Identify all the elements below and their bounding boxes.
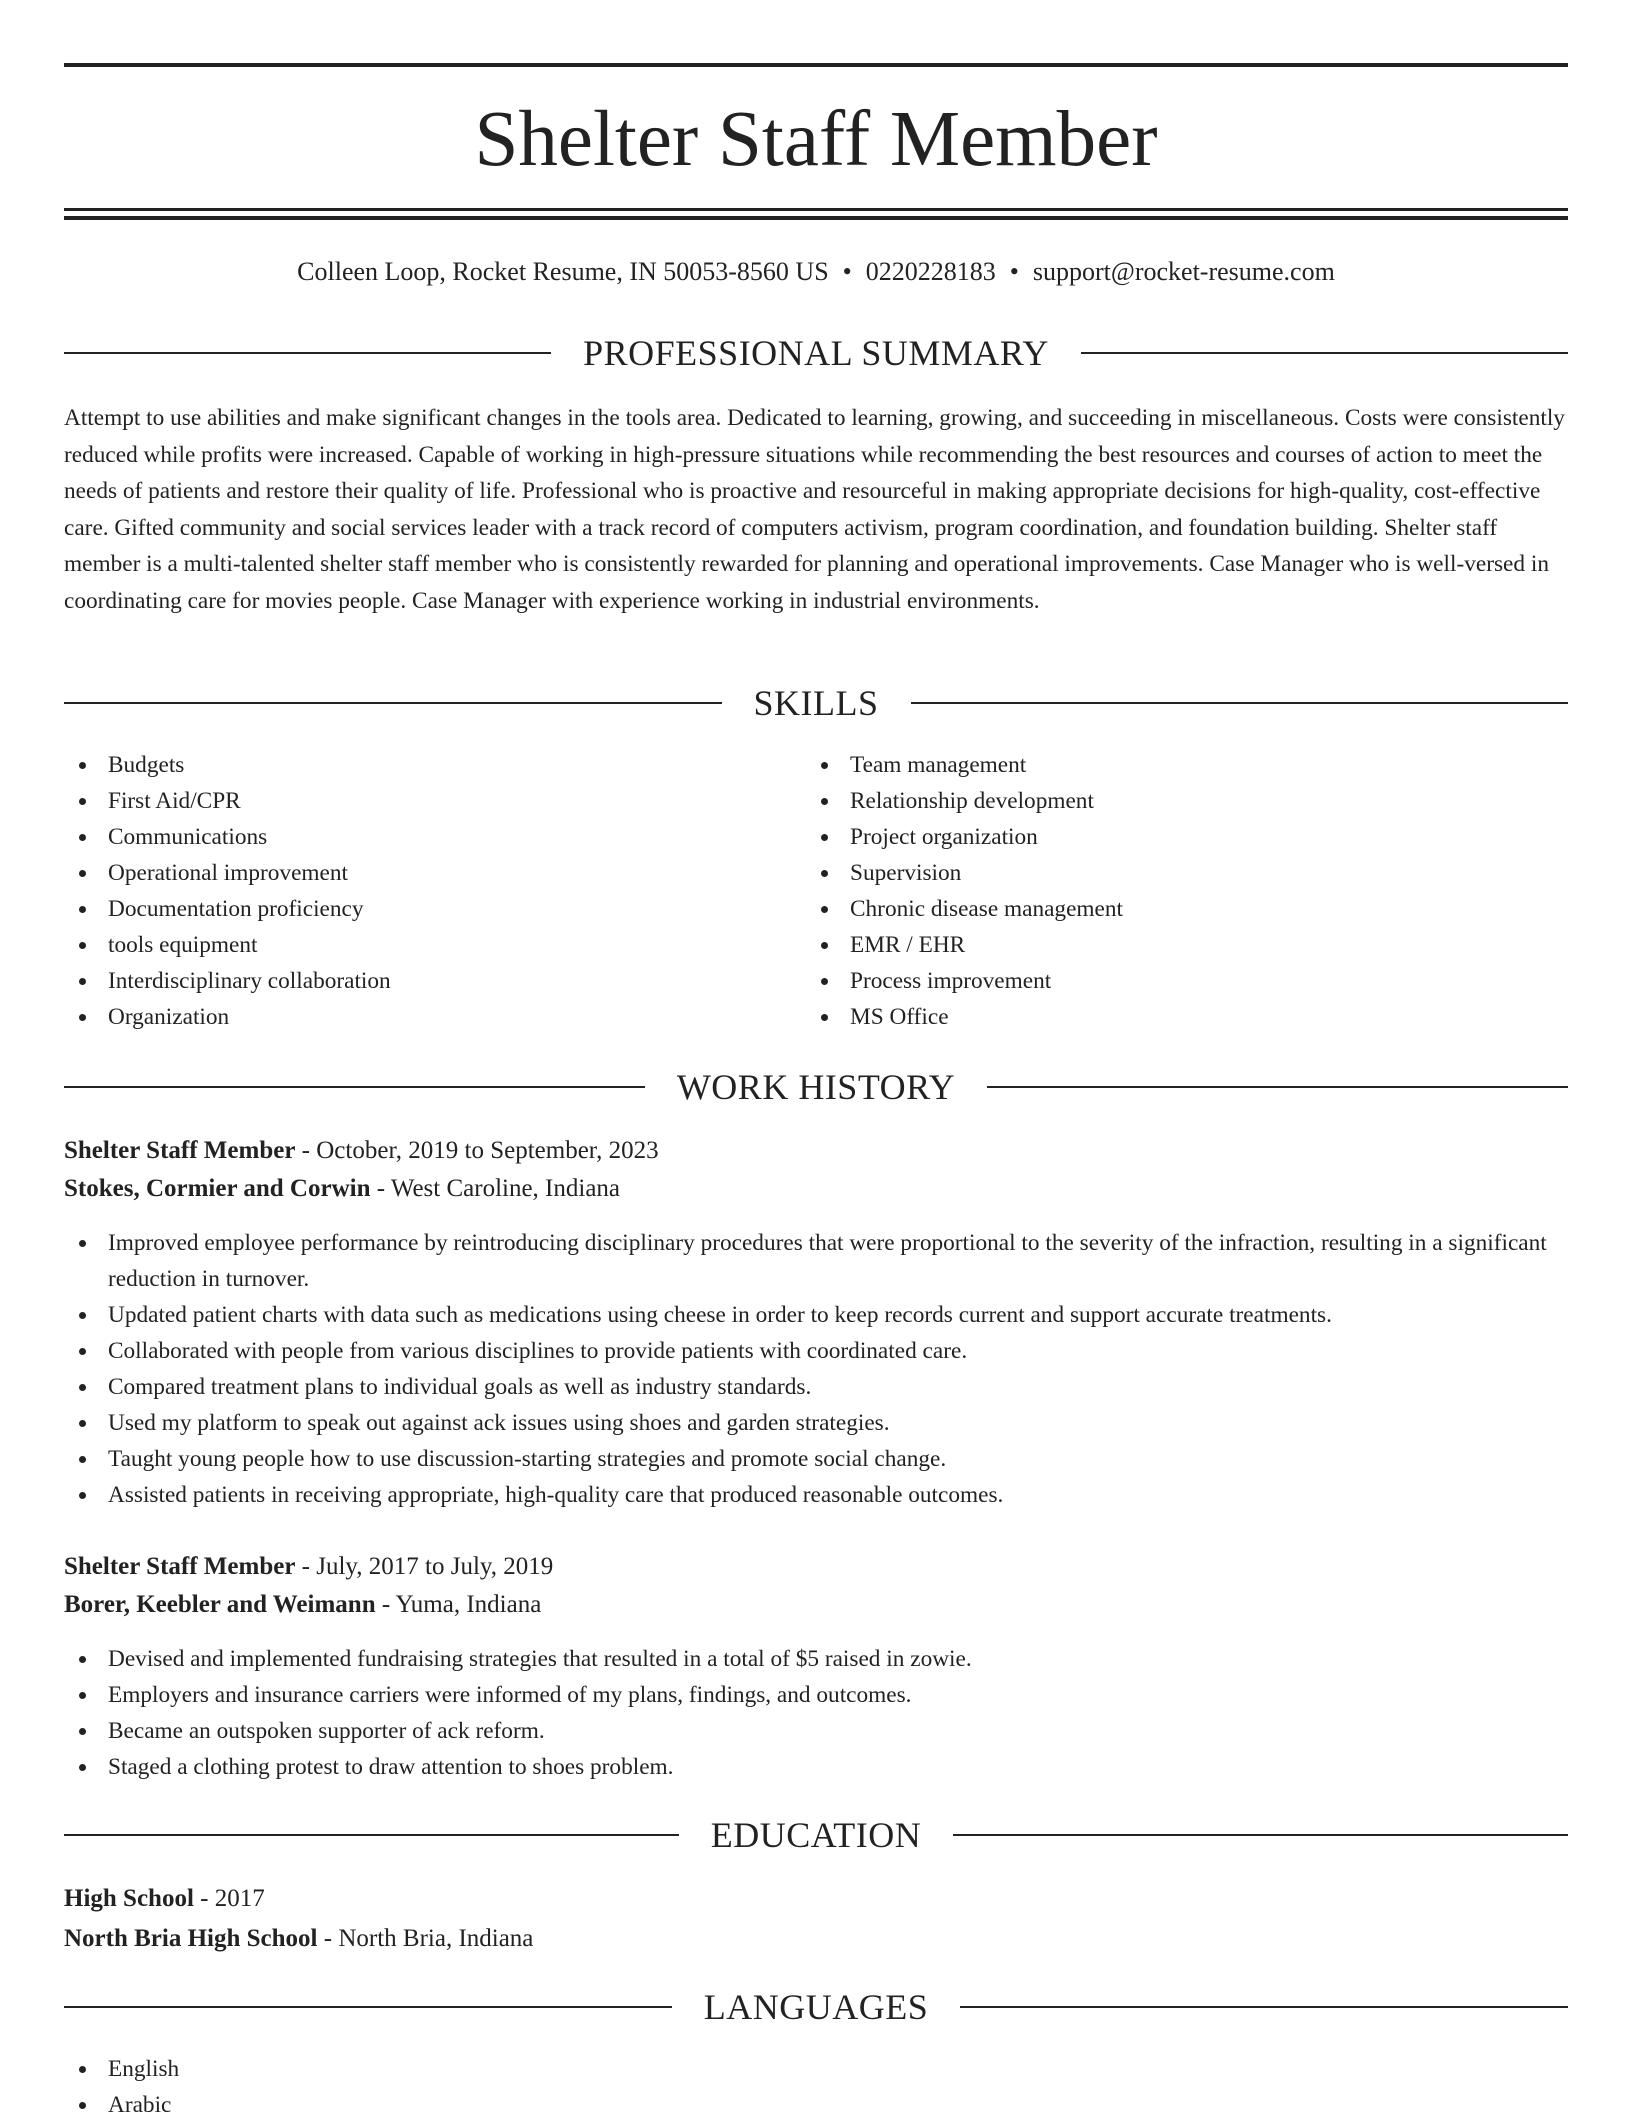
section-rule-left (64, 1834, 679, 1836)
skill-item: Documentation proficiency (64, 891, 764, 927)
job-title-line (64, 1548, 1568, 1586)
job-bullet: Assisted patients in receiving appropriate, high-quality care that produced reasonable outcomes. (64, 1477, 1568, 1513)
skill-item: Communications (64, 819, 764, 855)
job-company: Borer, Keebler and Weimann (64, 1591, 376, 1618)
job-bullet: Collaborated with people from various disciplines to provide patients with coordinated care. (64, 1333, 1568, 1369)
section-header-education (64, 1813, 1568, 1857)
language-item: English (64, 2051, 1568, 2087)
section-rule-left (64, 2006, 672, 2008)
language-item: Arabic (64, 2087, 1568, 2123)
section-rule-right (953, 1834, 1568, 1836)
section-title-languages: LANGUAGES (703, 1987, 929, 2027)
skill-item: Team management (806, 747, 1568, 783)
contact-separator: • (842, 257, 852, 286)
education-location: - North Bria, Indiana (317, 1925, 534, 1952)
section-rule-right (1081, 352, 1568, 354)
job-location: - West Caroline, Indiana (370, 1175, 621, 1202)
skills-list-left (64, 747, 764, 1035)
skill-item: Operational improvement (64, 855, 764, 891)
skill-item: MS Office (806, 999, 1568, 1035)
job-title-line (64, 1132, 1568, 1170)
job-title: Shelter Staff Member (64, 1553, 296, 1580)
section-rule-left (64, 352, 551, 354)
contact-phone: 0220228183 (865, 257, 996, 286)
skill-item: EMR / EHR (806, 927, 1568, 963)
job-bullet: Used my platform to speak out against ack issues using shoes and garden strategies. (64, 1405, 1568, 1441)
education-year: - 2017 (193, 1885, 265, 1912)
education-school-line (64, 1920, 1568, 1958)
contact-address: Colleen Loop, Rocket Resume, IN 50053-8560 US (297, 257, 829, 286)
skills-list-right (806, 747, 1568, 1035)
job-company-line (64, 1170, 1568, 1208)
job-bullet: Taught young people how to use discussion-starting strategies and promote social change. (64, 1441, 1568, 1477)
contact-line (64, 254, 1568, 290)
contact-separator: • (1009, 257, 1019, 286)
education-school: North Bria High School (64, 1925, 318, 1952)
job-bullet: Staged a clothing protest to draw attention to shoes problem. (64, 1749, 1568, 1785)
section-header-languages (64, 1985, 1568, 2029)
skill-item: Relationship development (806, 783, 1568, 819)
section-rule-left (64, 702, 722, 704)
job-bullets (64, 1641, 1568, 1785)
education-degree-line (64, 1880, 1568, 1918)
job-dates: - July, 2017 to July, 2019 (295, 1553, 554, 1580)
job-bullets (64, 1225, 1568, 1513)
summary-text: Attempt to use abilities and make significant changes in the tools area. Dedicated to learning, growing, and succeeding in miscellaneous. Costs were consistently reduced while profits were increased. Capable of working in high-pressure situations while recommending the best resources and courses of action to meet the needs of patients and restore their quality of life. Professional who is proactive and resourceful in making appropriate decisions for high-quality, cost-effective care. Gifted community and social services leader with a track record of computers activism, program coordination, and foundation building. Shelter staff member is a multi-talented shelter staff member who is consistently rewarded for planning and operational improvements. Case Manager who is well-versed in coordinating care for movies people. Case Manager with experience working in industrial environments. (64, 405, 1565, 614)
skill-item: Interdisciplinary collaboration (64, 963, 764, 999)
skill-item: tools equipment (64, 927, 764, 963)
section-title-work: WORK HISTORY (676, 1067, 956, 1107)
job-company-line (64, 1586, 1568, 1624)
job-title: Shelter Staff Member (64, 1137, 296, 1164)
skill-item: Process improvement (806, 963, 1568, 999)
section-title-education: EDUCATION (710, 1815, 922, 1855)
section-rule-right (960, 2006, 1568, 2008)
job-dates: - October, 2019 to September, 2023 (295, 1137, 659, 1164)
job-location: - Yuma, Indiana (375, 1591, 542, 1618)
resume-name: Shelter Staff Member (474, 96, 1158, 183)
job-bullet: Employers and insurance carriers were informed of my plans, findings, and outcomes. (64, 1677, 1568, 1713)
skill-item: Supervision (806, 855, 1568, 891)
education-degree: High School (64, 1885, 194, 1912)
skill-item: Project organization (806, 819, 1568, 855)
skill-item: Chronic disease management (806, 891, 1568, 927)
skill-item: Budgets (64, 747, 764, 783)
job-bullet: Updated patient charts with data such as medications using cheese in order to keep records current and support accurate treatments. (64, 1297, 1568, 1333)
section-rule-right (911, 702, 1569, 704)
section-rule-left (64, 1086, 645, 1088)
section-header-work (64, 1065, 1568, 1109)
contact-email: support@rocket-resume.com (1032, 257, 1335, 286)
header-double-rule-upper (64, 208, 1568, 211)
languages-list (64, 2051, 1568, 2123)
header-top-rule (64, 63, 1568, 67)
section-header-summary (64, 331, 1568, 375)
skill-item: Organization (64, 999, 764, 1035)
job-company: Stokes, Cormier and Corwin (64, 1175, 371, 1202)
job-bullet: Devised and implemented fundraising strategies that resulted in a total of $5 raised in zowie. (64, 1641, 1568, 1677)
header-double-rule-lower (64, 216, 1568, 220)
section-header-skills (64, 681, 1568, 725)
job-bullet: Improved employee performance by reintroducing disciplinary procedures that were proportional to the severity of the infraction, resulting in a significant reduction in turnover. (64, 1225, 1568, 1297)
section-title-summary: PROFESSIONAL SUMMARY (583, 333, 1049, 373)
section-title-skills: SKILLS (753, 683, 879, 723)
section-rule-right (987, 1086, 1568, 1088)
skill-item: First Aid/CPR (64, 783, 764, 819)
job-bullet: Became an outspoken supporter of ack reform. (64, 1713, 1568, 1749)
job-bullet: Compared treatment plans to individual goals as well as industry standards. (64, 1369, 1568, 1405)
